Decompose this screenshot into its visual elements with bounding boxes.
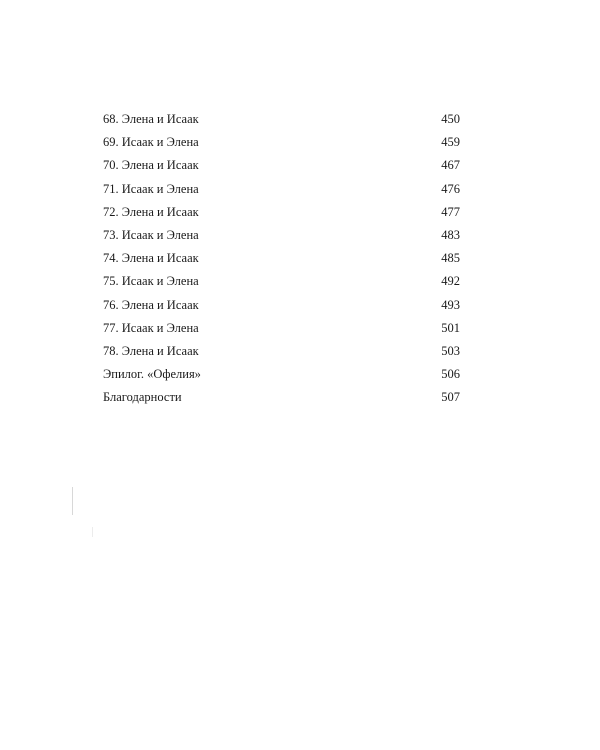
toc-entry-title: Благодарности: [103, 390, 182, 405]
toc-entry: [103, 363, 460, 386]
toc-dot-leader: [185, 388, 440, 400]
toc-entry-page: 476: [441, 181, 460, 196]
toc-entry: [103, 340, 460, 363]
toc-entry: [103, 270, 460, 293]
toc-entry-page: 459: [441, 135, 460, 150]
toc-entry: [103, 154, 460, 177]
toc-dot-leader: [202, 133, 440, 145]
toc-entry: [103, 386, 460, 409]
toc-entry-title: 70. Элена и Исаак: [103, 158, 199, 173]
toc-dot-leader: [202, 319, 440, 331]
toc-entry-page: 492: [441, 274, 460, 289]
toc-entry-page: 485: [441, 251, 460, 266]
toc-dot-leader: [202, 272, 440, 284]
toc-entry-page: 450: [441, 112, 460, 126]
toc-dot-leader: [202, 156, 440, 168]
toc-entry-page: 503: [441, 343, 460, 358]
toc-entry-page: 483: [441, 227, 460, 242]
toc-entry-title: 73. Исаак и Элена: [103, 227, 199, 242]
toc-entry-page: 493: [441, 297, 460, 312]
toc-entry-title: 78. Элена и Исаак: [103, 343, 199, 358]
toc-dot-leader: [202, 226, 440, 238]
toc-entry: [103, 178, 460, 201]
toc-entry-title: 69. Исаак и Элена: [103, 135, 199, 150]
toc-entry-title: 71. Исаак и Элена: [103, 181, 199, 196]
toc-entry-title: 74. Элена и Исаак: [103, 251, 199, 266]
toc-dot-leader: [202, 296, 440, 308]
toc-entry: [103, 108, 460, 131]
toc-entry: [103, 131, 460, 154]
table-of-contents: [103, 108, 460, 409]
toc-entry-title: 72. Элена и Исаак: [103, 204, 199, 219]
toc-dot-leader: [202, 203, 440, 215]
toc-dot-leader: [202, 110, 440, 122]
toc-entry: [103, 247, 460, 270]
toc-entry-page: 477: [441, 204, 460, 219]
toc-dot-leader: [202, 342, 440, 354]
toc-entry-page: 506: [441, 367, 460, 382]
toc-entry: [103, 201, 460, 224]
toc-entry: [103, 224, 460, 247]
toc-dot-leader: [202, 180, 440, 192]
toc-dot-leader: [202, 249, 440, 261]
toc-entry-page: 467: [441, 158, 460, 173]
toc-entry-title: 77. Исаак и Элена: [103, 320, 199, 335]
scan-edge-mark: [92, 527, 93, 537]
toc-entry: [103, 294, 460, 317]
toc-entry-page: 501: [441, 320, 460, 335]
toc-dot-leader: [204, 365, 439, 377]
toc-entry: [103, 317, 460, 340]
toc-entry-title: Эпилог. «Офелия»: [103, 367, 201, 382]
toc-entry-title: 75. Исаак и Элена: [103, 274, 199, 289]
scan-edge-mark: [72, 487, 73, 515]
toc-entry-title: 68. Элена и Исаак: [103, 112, 199, 126]
toc-entry-title: 76. Элена и Исаак: [103, 297, 199, 312]
toc-entry-page: 507: [441, 390, 460, 405]
